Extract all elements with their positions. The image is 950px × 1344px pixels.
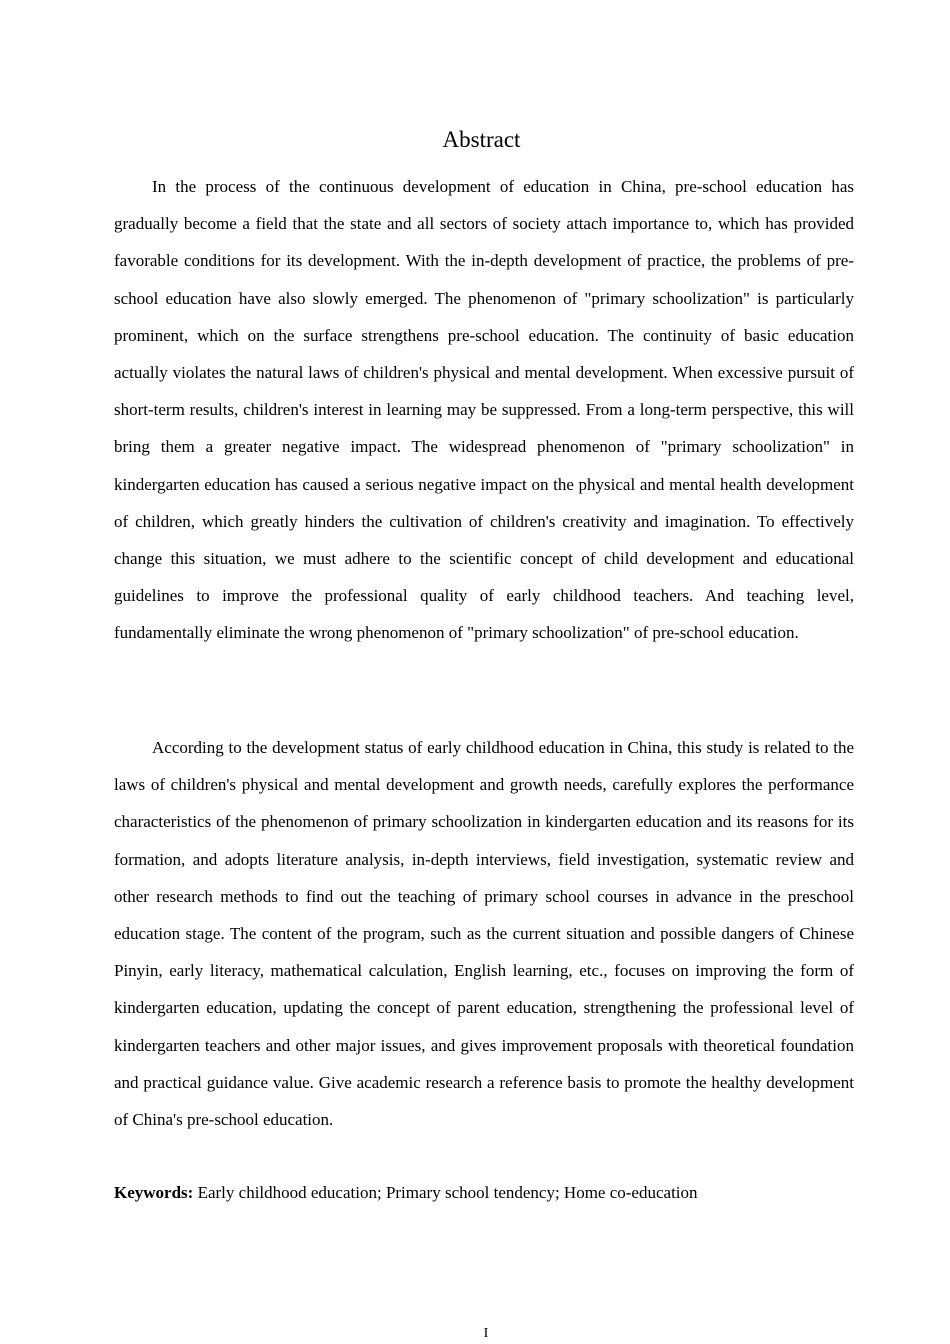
abstract-paragraph-2: According to the development status of early childhood education in China, this study is related to the laws of children's physical and mental development and growth needs, carefully explores the performance characteristics of the phenomenon of primary schoolization in kindergarten education and its reasons for its formation, and adopts literature analysis, in-depth interviews, field investigation, systematic review and other research methods to find out the teaching of primary school courses in advance in the preschool education stage. The content of the program, such as the current situation and possible dangers of Chinese Pinyin, early literacy, mathematical calculation, English learning, etc., focuses on improving the form of kindergarten education, updating the concept of parent education, strengthening the professional level of kindergarten teachers and other major issues, and gives improvement proposals with theoretical foundation and practical guidance value. Give academic research a reference basis to promote the healthy development of China's pre-school education. (114, 738, 854, 1130)
page-number: I (483, 1326, 489, 1341)
abstract-paragraph-1: In the process of the continuous development of education in China, pre-school education has gradually become a field that the state and all sectors of society attach importance to, which has provided favorable conditions for its development. With the in-depth development of practice, the problems of pre-school education have also slowly emerged. The phenomenon of "primary schoolization" is particularly prominent, which on the surface strengthens pre-school education. The continuity of basic education actually violates the natural laws of children's physical and mental development. When excessive pursuit of short-term results, children's interest in learning may be suppressed. From a long-term perspective, this will bring them a greater negative impact. The widespread phenomenon of "primary schoolization" in kindergarten education has caused a serious negative impact on the physical and mental health development of children, which greatly hinders the cultivation of children's creativity and imagination. To effectively change this situation, we must adhere to the scientific concept of child development and educational guidelines to improve the professional quality of early childhood teachers. And teaching level, fundamentally eliminate the wrong phenomenon of "primary schoolization" of pre-school education. (114, 177, 854, 643)
keywords-line (114, 1180, 854, 1206)
keywords-label: Keywords: (114, 1183, 194, 1202)
keywords-text: Early childhood education; Primary school tendency; Home co-education (193, 1183, 698, 1202)
abstract-title: Abstract (442, 127, 521, 152)
